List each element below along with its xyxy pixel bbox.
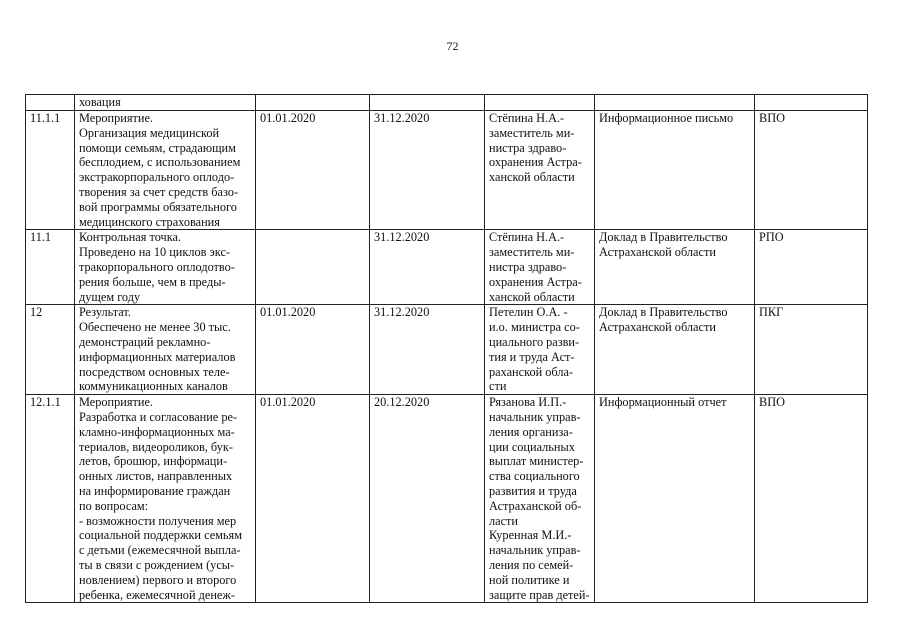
table-row — [26, 95, 868, 111]
cell-title: Мероприятие. Разработка и согласование ре- кламно-информационных ма- териалов, видеороликов, бук- летов, брошюр, информаци- онных листов, направленных на информирование граждан по вопросам: - возможности получения мер социальной поддержки семьям с детьми (ежемесячной выпла- ты в связи с рождением (усы- новлением) первого и второго ребенка, ежемесячной денеж- — [75, 395, 256, 603]
cell-start-date — [256, 230, 370, 305]
cell-title: Мероприятие. Организация медицинской помощи семьям, страдающим бесплодием, с использованием экстракорпорального оплодо- творения за счет средств базо- вой программы обязательного медицинского страхования — [75, 111, 256, 230]
cell-type: ВПО — [755, 395, 868, 603]
cell-title: Контрольная точка. Проведено на 10 циклов экс- тракорпорального оплодотво- рения больше, чем в преды- дущем году — [75, 230, 256, 305]
cell-start-date: 01.01.2020 — [256, 395, 370, 603]
cell-responsible: Стёпина Н.А.- заместитель ми- нистра здраво- охранения Астра- ханской области — [485, 230, 595, 305]
cell-number: 11.1.1 — [26, 111, 75, 230]
cell-type: ВПО — [755, 111, 868, 230]
cell-start-date — [256, 95, 370, 111]
cell-title: ховация — [75, 95, 256, 111]
cell-result: Доклад в Правительство Астраханской области — [595, 305, 755, 395]
cell-number: 12 — [26, 305, 75, 395]
page-number: 72 — [446, 39, 459, 53]
cell-responsible: Стёпина Н.А.- заместитель ми- нистра здраво- охранения Астра- ханской области — [485, 111, 595, 230]
cell-title: Результат. Обеспечено не менее 30 тыс. демонстраций рекламно- информационных материалов посредством основных теле- коммуникационных каналов — [75, 305, 256, 395]
cell-end-date: 31.12.2020 — [370, 111, 485, 230]
cell-result: Доклад в Правительство Астраханской области — [595, 230, 755, 305]
cell-end-date: 20.12.2020 — [370, 395, 485, 603]
cell-type: ПКГ — [755, 305, 868, 395]
cell-number: 12.1.1 — [26, 395, 75, 603]
cell-end-date: 31.12.2020 — [370, 305, 485, 395]
cell-result — [595, 95, 755, 111]
plan-table — [25, 94, 868, 603]
cell-start-date: 01.01.2020 — [256, 305, 370, 395]
cell-number: 11.1 — [26, 230, 75, 305]
cell-responsible — [485, 95, 595, 111]
cell-result: Информационное письмо — [595, 111, 755, 230]
cell-type — [755, 95, 868, 111]
cell-type: РПО — [755, 230, 868, 305]
cell-responsible: Рязанова И.П.- начальник управ- ления организа- ции социальных выплат министер- ства социального развития и труда Астраханской об- ласти Куренная М.И.- начальник управ- ления по семей- ной политике и защите прав детей- — [485, 395, 595, 603]
cell-start-date: 01.01.2020 — [256, 111, 370, 230]
cell-end-date: 31.12.2020 — [370, 230, 485, 305]
cell-responsible: Петелин О.А. - и.о. министра со- циального разви- тия и труда Аст- раханской обла- сти — [485, 305, 595, 395]
table-row — [26, 395, 868, 603]
table-row — [26, 305, 868, 395]
cell-number — [26, 95, 75, 111]
cell-result: Информационный отчет — [595, 395, 755, 603]
cell-end-date — [370, 95, 485, 111]
table-row — [26, 111, 868, 230]
table-row — [26, 230, 868, 305]
